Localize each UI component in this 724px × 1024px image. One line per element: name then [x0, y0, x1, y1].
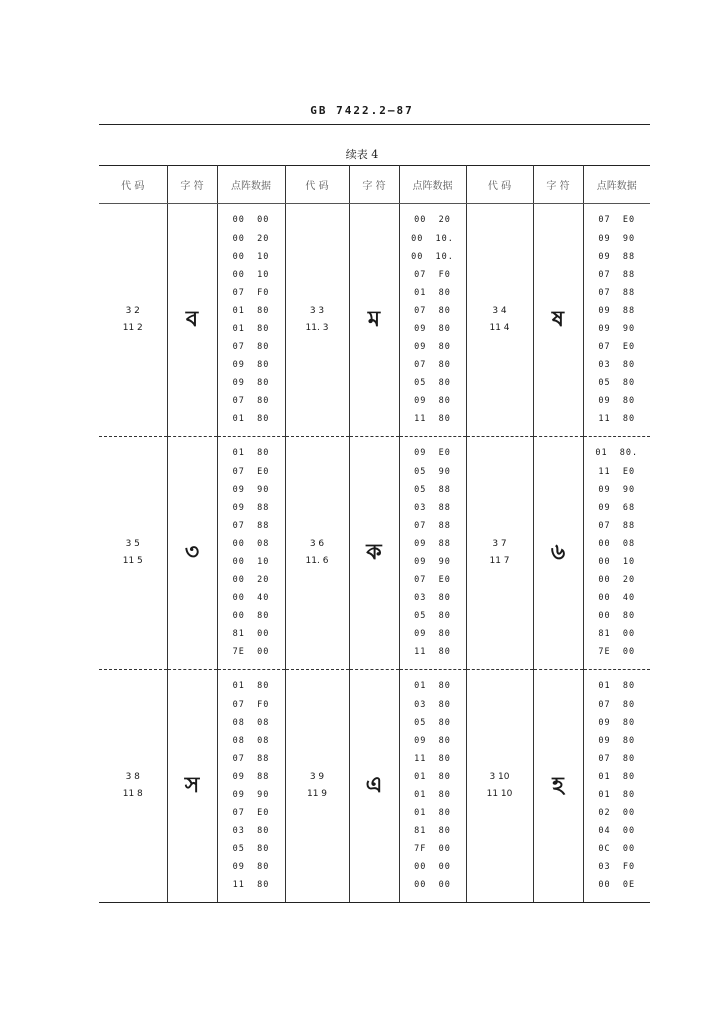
- dot-row-value: 00 10: [232, 251, 270, 262]
- dot-matrix-table: [99, 165, 650, 903]
- dot-row-value: 09 88: [598, 305, 636, 316]
- dot-row-value: 07 E0: [598, 342, 636, 353]
- dot-data-cell: [217, 204, 285, 437]
- dot-row-value: 01 80: [232, 681, 270, 692]
- dot-row-value: 03 80: [232, 826, 270, 837]
- dot-row-value: 09 90: [232, 790, 270, 800]
- dot-row-value: 00 80: [232, 611, 270, 622]
- dot-row-value: 02 00: [598, 808, 636, 819]
- dot-row-value: 00 20: [414, 215, 451, 226]
- dot-row-value: 09 90: [598, 233, 636, 244]
- dot-row-value: 09 88: [232, 502, 270, 513]
- dot-row-value: 07 88: [232, 753, 270, 764]
- dot-row-value: 01 80: [414, 771, 451, 782]
- dot-row-value: 7F 00: [414, 844, 451, 855]
- dot-row-value: 07 80: [414, 305, 451, 316]
- dot-row-value: 01 80: [598, 681, 636, 692]
- dot-row-value: 11 80: [598, 414, 636, 425]
- dot-data-cell: [399, 437, 466, 670]
- column-header-dots: 点阵数据: [217, 166, 285, 204]
- dot-row-value: 07 F0: [232, 287, 270, 298]
- column-header-char: 字 符: [533, 166, 583, 204]
- dot-row-value: 09 80: [232, 378, 270, 389]
- dot-row-value: 09 88: [598, 251, 636, 262]
- dot-row-value: 09 90: [598, 324, 636, 334]
- dot-row-value: 07 E0: [232, 808, 270, 819]
- dot-data-cell: [399, 670, 466, 903]
- dot-row-value: 00 08: [232, 538, 270, 549]
- dot-row-value: 01 80: [598, 790, 636, 800]
- dot-row-value: 01 80: [232, 448, 270, 459]
- code-cell: 3 9 11 9: [285, 670, 349, 903]
- dot-row-value: 05 80: [414, 717, 451, 728]
- table-caption: 续表 4: [345, 148, 379, 161]
- dot-row-value: 0C 00: [598, 844, 636, 855]
- dot-row-value: 05 80: [598, 378, 636, 389]
- character-glyph: ম: [349, 204, 399, 437]
- dot-row-value: 01 80: [598, 771, 636, 782]
- character-glyph: ব: [167, 204, 217, 437]
- dot-row-value: 00 08: [598, 538, 636, 549]
- dot-row-value: 07 F0: [232, 699, 270, 710]
- dot-row-value: 81 00: [232, 629, 270, 640]
- dot-row-value: 00 0E: [598, 880, 636, 891]
- code-cell: 3 7 11 7: [466, 437, 533, 670]
- dot-row-value: 09 80: [598, 717, 636, 728]
- dot-row-value: 07 80: [414, 360, 451, 371]
- code-cell: 3 10 11 10: [466, 670, 533, 903]
- dot-row-value: 07 F0: [414, 269, 451, 280]
- dot-row-value: 09 88: [414, 538, 451, 549]
- dot-data-cell: [399, 204, 466, 437]
- dot-data-cell: [217, 670, 285, 903]
- column-header-dots: 点阵数据: [583, 166, 650, 204]
- dot-row-value: 11 80: [414, 414, 451, 425]
- table-row: [99, 437, 650, 670]
- character-glyph: স: [167, 670, 217, 903]
- character-glyph: ৬: [533, 437, 583, 670]
- header-rule: [99, 124, 650, 125]
- column-header-char: 字 符: [349, 166, 399, 204]
- code-cell: 3 2 11 2: [99, 204, 167, 437]
- dot-row-value: 09 80: [598, 396, 636, 407]
- dot-row-value: 09 68: [598, 502, 636, 513]
- dot-row-value: 81 00: [598, 629, 636, 640]
- dot-row-value: 01 80: [414, 681, 451, 692]
- dot-row-value: 07 88: [598, 520, 636, 531]
- dot-row-value: 00 10: [232, 557, 270, 567]
- dot-data-cell: [583, 204, 650, 437]
- dot-row-value: 07 E0: [598, 215, 636, 226]
- dot-row-value: 09 80: [414, 396, 451, 407]
- column-header-code: 代 码: [466, 166, 533, 204]
- dot-row-value: 05 90: [414, 466, 451, 477]
- code-cell: 3 6 11. 6: [285, 437, 349, 670]
- column-header-char: 字 符: [167, 166, 217, 204]
- dot-row-value: 07 80: [232, 396, 270, 407]
- dot-row-value: 09 90: [414, 557, 451, 567]
- dot-row-value: 00 20: [232, 575, 270, 586]
- dot-row-value: 03 80: [414, 593, 451, 604]
- dot-row-value: 07 E0: [414, 575, 451, 586]
- dot-row-value: 05 80: [414, 611, 451, 622]
- dot-row-value: 07 88: [598, 287, 636, 298]
- character-glyph: ষ: [533, 204, 583, 437]
- code-cell: 3 4 11 4: [466, 204, 533, 437]
- dot-row-value: 09 E0: [414, 448, 451, 459]
- code-cell: 3 5 11 5: [99, 437, 167, 670]
- character-glyph: ক: [349, 437, 399, 670]
- dot-row-value: 7E 00: [598, 647, 636, 658]
- dot-row-value: 09 80: [232, 862, 270, 873]
- dot-row-value: 03 80: [414, 699, 451, 710]
- dot-row-value: 00 00: [414, 862, 451, 873]
- dot-row-value: 00 40: [598, 593, 636, 604]
- character-glyph: হ: [533, 670, 583, 903]
- dot-row-value: 09 80: [414, 629, 451, 640]
- dot-row-value: 00 10.: [411, 233, 454, 244]
- header-row: [99, 166, 650, 204]
- character-glyph: এ: [349, 670, 399, 903]
- dot-row-value: 09 90: [232, 484, 270, 495]
- dot-row-value: 00 10: [232, 269, 270, 280]
- dot-row-value: 11 E0: [598, 466, 636, 477]
- dot-row-value: 00 40: [232, 593, 270, 604]
- dot-row-value: 09 90: [598, 484, 636, 495]
- dot-row-value: 07 88: [598, 269, 636, 280]
- dot-row-value: 09 80: [598, 735, 636, 746]
- dot-row-value: 03 80: [598, 360, 636, 371]
- standard-header: GB 7422.2—87: [310, 104, 414, 117]
- dot-row-value: 07 E0: [232, 466, 270, 477]
- code-cell: 3 8 11 8: [99, 670, 167, 903]
- dot-row-value: 00 80: [598, 611, 636, 622]
- dot-row-value: 00 20: [232, 233, 270, 244]
- dot-row-value: 01 80: [232, 305, 270, 316]
- column-header-code: 代 码: [285, 166, 349, 204]
- column-header-code: 代 码: [99, 166, 167, 204]
- dot-row-value: 11 80: [414, 647, 451, 658]
- dot-row-value: 09 88: [232, 771, 270, 782]
- dot-row-value: 08 08: [232, 735, 270, 746]
- dot-row-value: 00 10.: [411, 251, 454, 262]
- dot-row-value: 07 80: [232, 342, 270, 353]
- dot-row-value: 03 F0: [598, 862, 636, 873]
- table-row: [99, 670, 650, 903]
- table-row: [99, 204, 650, 437]
- dot-row-value: 00 10: [598, 557, 636, 567]
- dot-row-value: 07 88: [232, 520, 270, 531]
- dot-row-value: 01 80: [414, 790, 451, 800]
- dot-row-value: 01 80.: [595, 448, 639, 459]
- dot-row-value: 00 20: [598, 575, 636, 586]
- dot-row-value: 01 80: [232, 324, 270, 334]
- dot-row-value: 04 00: [598, 826, 636, 837]
- dot-row-value: 05 80: [232, 844, 270, 855]
- dot-row-value: 01 80: [414, 808, 451, 819]
- dot-row-value: 01 80: [414, 287, 451, 298]
- dot-row-value: 01 80: [232, 414, 270, 425]
- dot-row-value: 07 80: [598, 699, 636, 710]
- column-header-dots: 点阵数据: [399, 166, 466, 204]
- character-glyph: ৩: [167, 437, 217, 670]
- dot-row-value: 09 80: [414, 735, 451, 746]
- dot-row-value: 11 80: [232, 880, 270, 891]
- dot-row-value: 08 08: [232, 717, 270, 728]
- dot-row-value: 81 80: [414, 826, 451, 837]
- dot-row-value: 07 80: [598, 753, 636, 764]
- dot-row-value: 03 88: [414, 502, 451, 513]
- dot-data-cell: [217, 437, 285, 670]
- dot-row-value: 09 80: [232, 360, 270, 371]
- dot-row-value: 00 00: [232, 215, 270, 226]
- dot-row-value: 07 88: [414, 520, 451, 531]
- dot-row-value: 11 80: [414, 753, 451, 764]
- dot-row-value: 09 80: [414, 324, 451, 334]
- dot-data-cell: [583, 670, 650, 903]
- dot-data-cell: [583, 437, 650, 670]
- dot-row-value: 00 00: [414, 880, 451, 891]
- dot-row-value: 7E 00: [232, 647, 270, 658]
- dot-row-value: 05 80: [414, 378, 451, 389]
- dot-row-value: 05 88: [414, 484, 451, 495]
- code-cell: 3 3 11. 3: [285, 204, 349, 437]
- dot-row-value: 09 80: [414, 342, 451, 353]
